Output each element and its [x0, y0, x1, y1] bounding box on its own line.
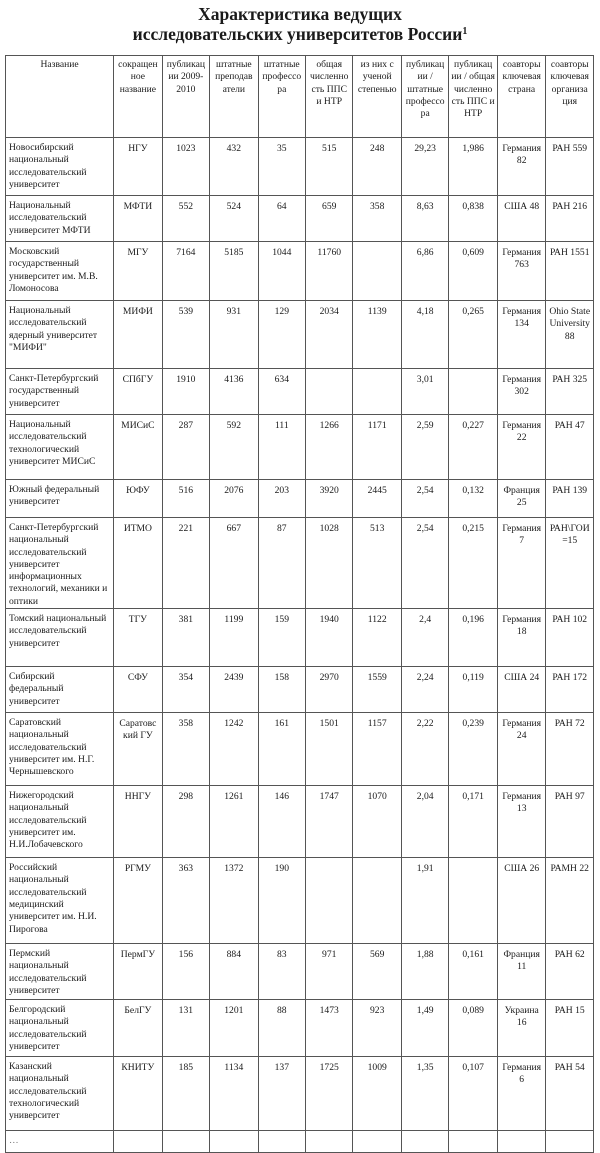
- table-row: [6, 518, 594, 609]
- key-organization-cell: РАН 54: [546, 1057, 594, 1131]
- publications-cell: 1023: [162, 138, 209, 196]
- empty-cell: [114, 1131, 163, 1153]
- pubs-per-staff-cell: 0,239: [449, 713, 498, 786]
- university-name-cell: Московский государственный университет им. М.В. Ломоносова: [6, 242, 114, 301]
- pubs-per-staff-cell: 0,132: [449, 480, 498, 518]
- university-name-cell: Томский национальный исследовательский университет: [6, 609, 114, 667]
- with-degree-cell: 569: [353, 944, 402, 1000]
- abbreviation-cell: МИСиС: [114, 415, 163, 480]
- pubs-per-staff-cell: 0,089: [449, 1000, 498, 1057]
- university-name-cell: Национальный исследовательский технологический университет МИСиС: [6, 415, 114, 480]
- professors-cell: 634: [258, 369, 305, 415]
- total-staff-cell: 971: [306, 944, 353, 1000]
- title-line-2: [0, 24, 600, 44]
- teaching-staff-cell: 931: [210, 301, 259, 369]
- table-row: [6, 858, 594, 944]
- teaching-staff-cell: 1199: [210, 609, 259, 667]
- key-organization-cell: РАН 97: [546, 786, 594, 858]
- total-staff-cell: 2970: [306, 667, 353, 713]
- pubs-per-staff-cell: 1,986: [449, 138, 498, 196]
- with-degree-cell: 1009: [353, 1057, 402, 1131]
- publications-cell: 131: [162, 1000, 209, 1057]
- key-organization-cell: РАН 559: [546, 138, 594, 196]
- publications-cell: 516: [162, 480, 209, 518]
- abbreviation-cell: ПермГУ: [114, 944, 163, 1000]
- key-organization-cell: РАН 102: [546, 609, 594, 667]
- university-name-cell: Национальный исследовательский университет МФТИ: [6, 196, 114, 242]
- teaching-staff-cell: 592: [210, 415, 259, 480]
- publications-cell: 156: [162, 944, 209, 1000]
- university-name-cell: Нижегородский национальный исследовательский университет им. Н.И.Лобачевского: [6, 786, 114, 858]
- table-row-ellipsis: [6, 1131, 594, 1153]
- with-degree-cell: 513: [353, 518, 402, 609]
- total-staff-cell: 3920: [306, 480, 353, 518]
- header-degree: из них с ученой степенью: [353, 56, 402, 138]
- table-row: [6, 301, 594, 369]
- publications-cell: 298: [162, 786, 209, 858]
- teaching-staff-cell: 884: [210, 944, 259, 1000]
- university-name-cell: Национальный исследовательский ядерный университет "МИФИ": [6, 301, 114, 369]
- university-name-cell: Южный федеральный университет: [6, 480, 114, 518]
- pubs-per-staff-cell: 0,161: [449, 944, 498, 1000]
- abbreviation-cell: НГУ: [114, 138, 163, 196]
- title-line-1: Характеристика ведущих: [198, 4, 402, 24]
- table-row: [6, 667, 594, 713]
- header-row: [6, 56, 594, 138]
- key-organization-cell: РАН 325: [546, 369, 594, 415]
- professors-cell: 87: [258, 518, 305, 609]
- total-staff-cell: 659: [306, 196, 353, 242]
- title-line-2-text: исследовательских университетов России: [132, 24, 463, 44]
- table-row: [6, 415, 594, 480]
- key-country-cell: Германия 13: [497, 786, 546, 858]
- key-organization-cell: РАН 172: [546, 667, 594, 713]
- empty-cell: [546, 1131, 594, 1153]
- teaching-staff-cell: 1242: [210, 713, 259, 786]
- key-organization-cell: РАН 62: [546, 944, 594, 1000]
- pubs-per-staff-cell: [449, 858, 498, 944]
- publications-cell: 7164: [162, 242, 209, 301]
- total-staff-cell: 1747: [306, 786, 353, 858]
- total-staff-cell: [306, 858, 353, 944]
- abbreviation-cell: ТГУ: [114, 609, 163, 667]
- professors-cell: 35: [258, 138, 305, 196]
- abbreviation-cell: КНИТУ: [114, 1057, 163, 1131]
- professors-cell: 129: [258, 301, 305, 369]
- with-degree-cell: 1139: [353, 301, 402, 369]
- table-row: [6, 1000, 594, 1057]
- key-organization-cell: РАН 15: [546, 1000, 594, 1057]
- total-staff-cell: 515: [306, 138, 353, 196]
- publications-cell: 185: [162, 1057, 209, 1131]
- pubs-per-professor-cell: 1,91: [401, 858, 448, 944]
- empty-cell: [353, 1131, 402, 1153]
- pubs-per-staff-cell: 0,227: [449, 415, 498, 480]
- with-degree-cell: 923: [353, 1000, 402, 1057]
- teaching-staff-cell: 524: [210, 196, 259, 242]
- abbreviation-cell: ЮФУ: [114, 480, 163, 518]
- professors-cell: 146: [258, 786, 305, 858]
- pubs-per-professor-cell: 3,01: [401, 369, 448, 415]
- professors-cell: 111: [258, 415, 305, 480]
- key-country-cell: Германия 7: [497, 518, 546, 609]
- pubs-per-staff-cell: 0,838: [449, 196, 498, 242]
- key-country-cell: США 24: [497, 667, 546, 713]
- teaching-staff-cell: 1261: [210, 786, 259, 858]
- abbreviation-cell: СФУ: [114, 667, 163, 713]
- key-organization-cell: РАН 216: [546, 196, 594, 242]
- teaching-staff-cell: 1134: [210, 1057, 259, 1131]
- abbreviation-cell: ННГУ: [114, 786, 163, 858]
- empty-cell: [162, 1131, 209, 1153]
- with-degree-cell: 1157: [353, 713, 402, 786]
- table-row: [6, 1057, 594, 1131]
- pubs-per-staff-cell: [449, 369, 498, 415]
- professors-cell: 203: [258, 480, 305, 518]
- key-country-cell: Украина 16: [497, 1000, 546, 1057]
- total-staff-cell: 1266: [306, 415, 353, 480]
- teaching-staff-cell: 2076: [210, 480, 259, 518]
- header-pub-per-prof: публикац ии / штатные профессо ра: [401, 56, 448, 138]
- abbreviation-cell: СПбГУ: [114, 369, 163, 415]
- publications-cell: 287: [162, 415, 209, 480]
- university-name-cell: Сибирский федеральный университет: [6, 667, 114, 713]
- key-country-cell: Германия 302: [497, 369, 546, 415]
- pubs-per-professor-cell: 2,04: [401, 786, 448, 858]
- abbreviation-cell: Саратовс кий ГУ: [114, 713, 163, 786]
- with-degree-cell: 2445: [353, 480, 402, 518]
- key-organization-cell: РАМН 22: [546, 858, 594, 944]
- with-degree-cell: 1070: [353, 786, 402, 858]
- key-organization-cell: РАН\ГОИ =15: [546, 518, 594, 609]
- abbreviation-cell: ИТМО: [114, 518, 163, 609]
- university-name-cell: Белгородский национальный исследовательский университет: [6, 1000, 114, 1057]
- ellipsis-cell: …: [6, 1131, 114, 1153]
- pubs-per-staff-cell: 0,196: [449, 609, 498, 667]
- pubs-per-staff-cell: 0,215: [449, 518, 498, 609]
- professors-cell: 64: [258, 196, 305, 242]
- table-row: [6, 480, 594, 518]
- pubs-per-staff-cell: 0,171: [449, 786, 498, 858]
- empty-cell: [497, 1131, 546, 1153]
- empty-cell: [401, 1131, 448, 1153]
- key-country-cell: Германия 763: [497, 242, 546, 301]
- universities-table: [5, 55, 594, 1153]
- empty-cell: [210, 1131, 259, 1153]
- document-title: [0, 4, 600, 44]
- table-row: [6, 138, 594, 196]
- header-total: общая численно сть ППС и НТР: [306, 56, 353, 138]
- table-row: [6, 713, 594, 786]
- total-staff-cell: 1940: [306, 609, 353, 667]
- pubs-per-professor-cell: 1,49: [401, 1000, 448, 1057]
- key-organization-cell: Ohio State University 88: [546, 301, 594, 369]
- publications-cell: 539: [162, 301, 209, 369]
- key-organization-cell: РАН 1551: [546, 242, 594, 301]
- key-country-cell: Франция 25: [497, 480, 546, 518]
- footnote-marker: 1: [462, 26, 468, 37]
- with-degree-cell: 1171: [353, 415, 402, 480]
- header-profs: штатные профессо ра: [258, 56, 305, 138]
- header-name: Название: [6, 56, 114, 138]
- key-country-cell: Германия 82: [497, 138, 546, 196]
- publications-cell: 552: [162, 196, 209, 242]
- publications-cell: 354: [162, 667, 209, 713]
- table-row: [6, 369, 594, 415]
- abbreviation-cell: БелГУ: [114, 1000, 163, 1057]
- university-name-cell: Казанский национальный исследовательский технологический университет: [6, 1057, 114, 1131]
- total-staff-cell: 1501: [306, 713, 353, 786]
- pubs-per-professor-cell: 6,86: [401, 242, 448, 301]
- university-name-cell: Санкт-Петербургский национальный исследовательский университет информационных технологий, механики и оптики: [6, 518, 114, 609]
- empty-cell: [449, 1131, 498, 1153]
- professors-cell: 161: [258, 713, 305, 786]
- publications-cell: 1910: [162, 369, 209, 415]
- pubs-per-staff-cell: 0,107: [449, 1057, 498, 1131]
- abbreviation-cell: МФТИ: [114, 196, 163, 242]
- pubs-per-staff-cell: 0,609: [449, 242, 498, 301]
- total-staff-cell: [306, 369, 353, 415]
- with-degree-cell: 248: [353, 138, 402, 196]
- teaching-staff-cell: 4136: [210, 369, 259, 415]
- teaching-staff-cell: 2439: [210, 667, 259, 713]
- pubs-per-professor-cell: 29,23: [401, 138, 448, 196]
- header-abbr: сокращен ное название: [114, 56, 163, 138]
- pubs-per-professor-cell: 8,63: [401, 196, 448, 242]
- total-staff-cell: 1028: [306, 518, 353, 609]
- key-country-cell: Франция 11: [497, 944, 546, 1000]
- pubs-per-professor-cell: 2,4: [401, 609, 448, 667]
- with-degree-cell: 358: [353, 196, 402, 242]
- abbreviation-cell: МГУ: [114, 242, 163, 301]
- key-organization-cell: РАН 139: [546, 480, 594, 518]
- pubs-per-staff-cell: 0,265: [449, 301, 498, 369]
- total-staff-cell: 2034: [306, 301, 353, 369]
- publications-cell: 363: [162, 858, 209, 944]
- empty-cell: [258, 1131, 305, 1153]
- pubs-per-professor-cell: 2,54: [401, 480, 448, 518]
- publications-cell: 358: [162, 713, 209, 786]
- pubs-per-professor-cell: 2,24: [401, 667, 448, 713]
- professors-cell: 88: [258, 1000, 305, 1057]
- header-staff: штатные преподав атели: [210, 56, 259, 138]
- pubs-per-professor-cell: 1,88: [401, 944, 448, 1000]
- header-org: соавторы ключевая организа ция: [546, 56, 594, 138]
- professors-cell: 190: [258, 858, 305, 944]
- key-country-cell: Германия 18: [497, 609, 546, 667]
- with-degree-cell: 1559: [353, 667, 402, 713]
- key-organization-cell: РАН 47: [546, 415, 594, 480]
- pubs-per-professor-cell: 2,54: [401, 518, 448, 609]
- abbreviation-cell: РГМУ: [114, 858, 163, 944]
- key-country-cell: Германия 6: [497, 1057, 546, 1131]
- university-name-cell: Пермский национальный исследовательский университет: [6, 944, 114, 1000]
- pubs-per-professor-cell: 2,59: [401, 415, 448, 480]
- total-staff-cell: 1473: [306, 1000, 353, 1057]
- table-row: [6, 944, 594, 1000]
- key-country-cell: Германия 24: [497, 713, 546, 786]
- table-row: [6, 609, 594, 667]
- pubs-per-professor-cell: 2,22: [401, 713, 448, 786]
- header-country: соавторы ключевая страна: [497, 56, 546, 138]
- with-degree-cell: [353, 242, 402, 301]
- with-degree-cell: [353, 369, 402, 415]
- key-country-cell: Германия 134: [497, 301, 546, 369]
- empty-cell: [306, 1131, 353, 1153]
- table-row: [6, 786, 594, 858]
- publications-cell: 381: [162, 609, 209, 667]
- university-name-cell: Санкт-Петербургский государственный университет: [6, 369, 114, 415]
- header-pubs: публикац ии 2009-2010: [162, 56, 209, 138]
- university-name-cell: Российский национальный исследовательский медицинский университет им. Н.И. Пирогова: [6, 858, 114, 944]
- key-country-cell: Германия 22: [497, 415, 546, 480]
- key-organization-cell: РАН 72: [546, 713, 594, 786]
- professors-cell: 137: [258, 1057, 305, 1131]
- publications-cell: 221: [162, 518, 209, 609]
- pubs-per-professor-cell: 1,35: [401, 1057, 448, 1131]
- professors-cell: 159: [258, 609, 305, 667]
- with-degree-cell: [353, 858, 402, 944]
- total-staff-cell: 11760: [306, 242, 353, 301]
- teaching-staff-cell: 432: [210, 138, 259, 196]
- professors-cell: 158: [258, 667, 305, 713]
- key-country-cell: США 26: [497, 858, 546, 944]
- teaching-staff-cell: 1372: [210, 858, 259, 944]
- teaching-staff-cell: 667: [210, 518, 259, 609]
- header-pub-per-total: публикац ии / общая численно сть ППС и НТР: [449, 56, 498, 138]
- teaching-staff-cell: 1201: [210, 1000, 259, 1057]
- with-degree-cell: 1122: [353, 609, 402, 667]
- key-country-cell: США 48: [497, 196, 546, 242]
- table-row: [6, 196, 594, 242]
- professors-cell: 1044: [258, 242, 305, 301]
- university-name-cell: Новосибирский национальный исследовательский университет: [6, 138, 114, 196]
- pubs-per-professor-cell: 4,18: [401, 301, 448, 369]
- professors-cell: 83: [258, 944, 305, 1000]
- university-name-cell: Саратовский национальный исследовательский университет им. Н.Г. Чернышевского: [6, 713, 114, 786]
- pubs-per-staff-cell: 0,119: [449, 667, 498, 713]
- teaching-staff-cell: 5185: [210, 242, 259, 301]
- abbreviation-cell: МИФИ: [114, 301, 163, 369]
- total-staff-cell: 1725: [306, 1057, 353, 1131]
- table-row: [6, 242, 594, 301]
